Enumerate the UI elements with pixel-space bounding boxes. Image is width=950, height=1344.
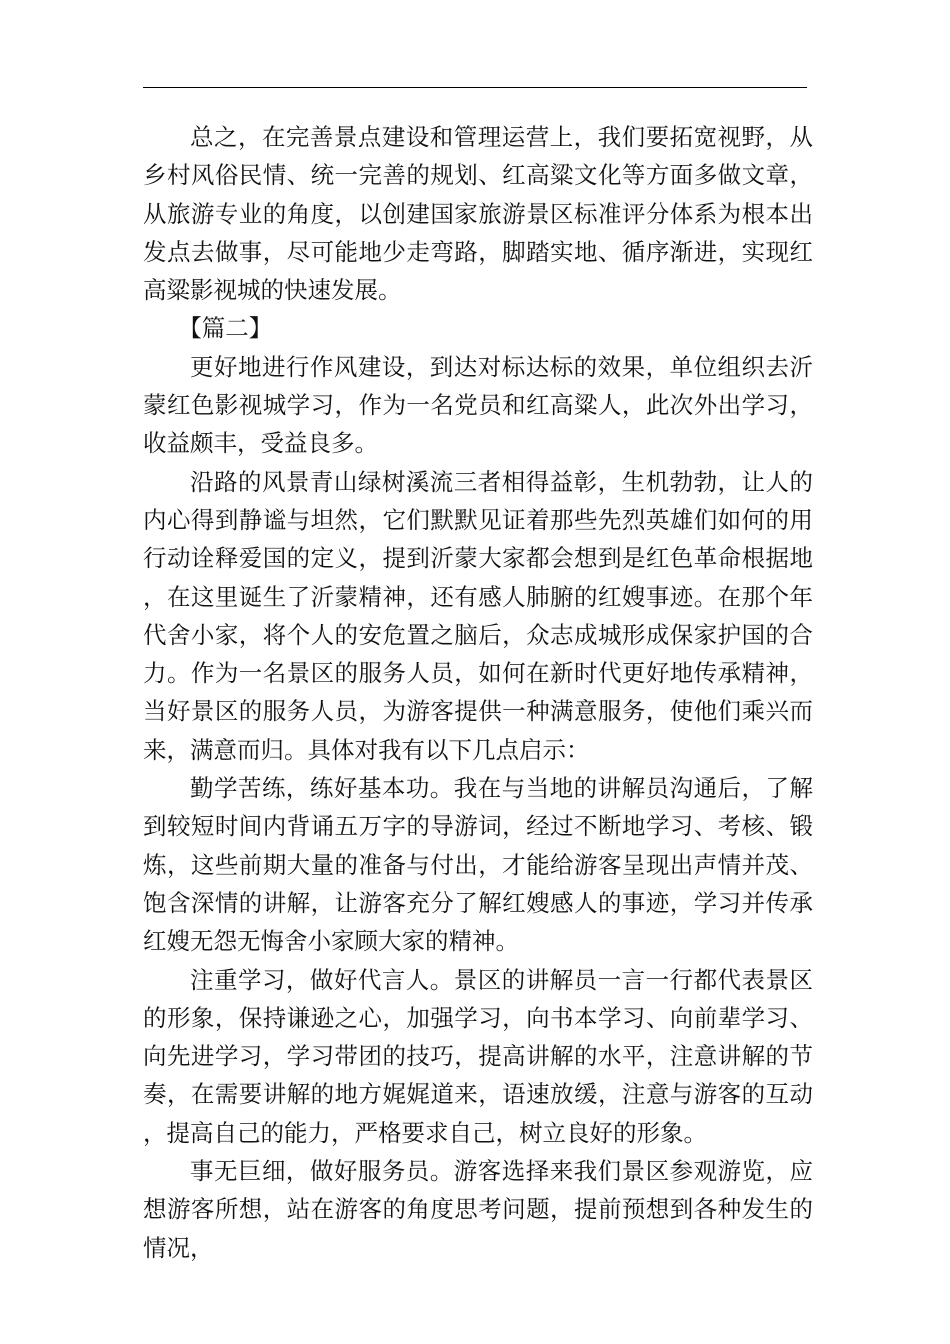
paragraph-scenery: 沿路的风景青山绿树溪流三者相得益彰，生机勃勃，让人的内心得到静谧与坦然，它们默默见证着那些先烈英雄们如何的用行动诠释爱国的定义，提到沂蒙大家都会想到是红色革命根据地，在这里诞生了沂蒙精神，还有感人肺腑的红嫂事迹。在那个年代舍小家，将个人的安危置之脑后，众志成城形成保家护国的合力。作为一名景区的服务人员，如何在新时代更好地传承精神，当好景区的服务人员，为游客提供一种满意服务，使他们乘兴而来，满意而归。具体对我有以下几点启示： <box>143 467 813 764</box>
paragraph-practice: 勤学苦练，练好基本功。我在与当地的讲解员沟通后，了解到较短时间内背诵五万字的导游词，经过不断地学习、考核、锻炼，这些前期大量的准备与付出，才能给游客呈现出声情并茂、饱含深情的讲解，让游客充分了解红嫂感人的事迹，学习并传承红嫂无怨无悔舍小家顾大家的精神。 <box>143 774 813 956</box>
paragraph-intro: 更好地进行作风建设，到达对标达标的效果，单位组织去沂蒙红色影视城学习，作为一名党员和红高粱人，此次外出学习，收益颇丰，受益良多。 <box>143 352 813 458</box>
paragraph-service: 事无巨细，做好服务员。游客选择来我们景区参观游览，应想游客所想，站在游客的角度思考问题，提前预想到各种发生的情况， <box>143 1157 813 1262</box>
document-body <box>143 118 813 1267</box>
header-rule <box>143 87 807 88</box>
paragraph-summary: 总之，在完善景点建设和管理运营上，我们要拓宽视野，从乡村风俗民情、统一完善的规划、红高粱文化等方面多做文章，从旅游专业的角度，以创建国家旅游景区标准评分体系为根本出发点去做事，尽可能地少走弯路，脚踏实地、循序渐进，实现红高粱影视城的快速发展。 <box>143 123 813 305</box>
paragraph-study: 注重学习，做好代言人。景区的讲解员一言一行都代表景区的形象，保持谦逊之心，加强学习，向书本学习、向前辈学习、向先进学习，学习带团的技巧，提高讲解的水平，注意讲解的节奏，在需要讲解的地方娓娓道来，语速放缓，注意与游客的互动，提高自己的能力，严格要求自己，树立良好的形象。 <box>143 965 813 1147</box>
section-heading: 【篇二】 <box>178 314 273 343</box>
